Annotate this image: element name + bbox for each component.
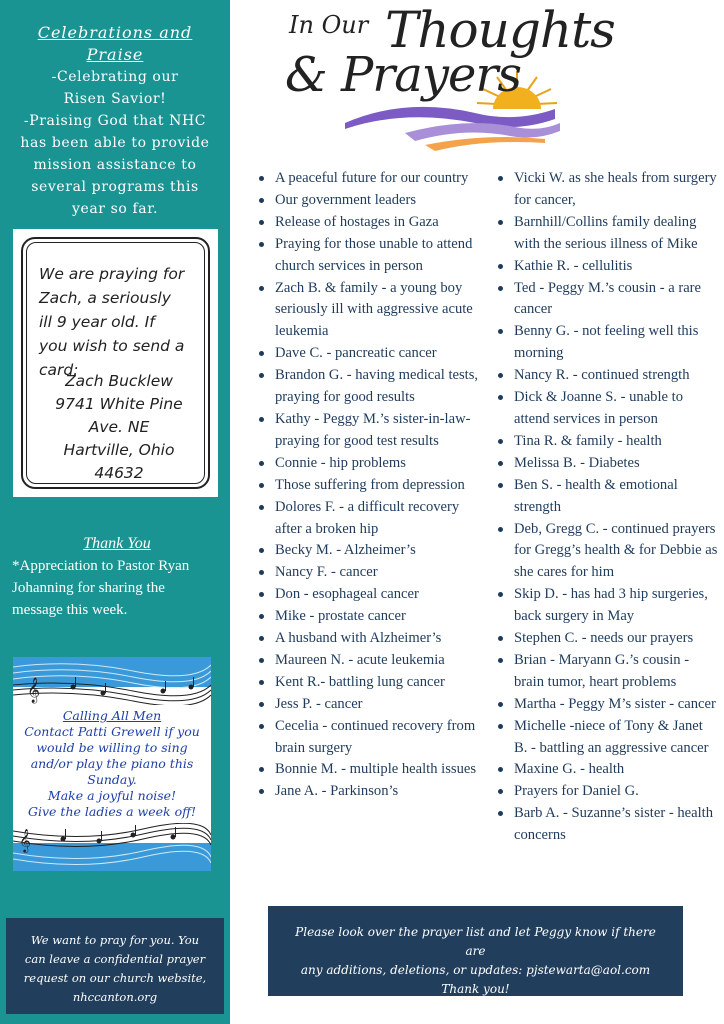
list-item: A husband with Alzheimer’s: [257, 628, 482, 650]
list-item: Kent R.- battling lung cancer: [257, 672, 482, 694]
list-item: Release of hostages in Gaza: [257, 212, 482, 234]
zach-prayer-line: card:: [39, 361, 79, 379]
list-item: Benny G. - not feeling well this morning: [496, 321, 718, 365]
logo-thoughts: Thoughts: [385, 1, 615, 59]
church-website: nhccanton.org: [72, 990, 158, 1004]
thank-you-line: Johanning for sharing the: [12, 580, 165, 596]
list-item: Mike - prostate cancer: [257, 606, 482, 628]
celebrations-line: -Praising God that NHC: [23, 113, 207, 129]
zach-prayer-line: you wish to send a: [39, 337, 185, 355]
list-item: Kathie R. - cellulitis: [496, 256, 718, 278]
list-item: Prayers for Daniel G.: [496, 781, 718, 803]
list-item: Nancy F. - cancer: [257, 562, 482, 584]
list-item: Brandon G. - having medical tests, praying for good results: [257, 365, 482, 409]
list-item: Those suffering from depression: [257, 475, 482, 497]
calling-all-men-line: and/or play the piano this: [30, 756, 194, 771]
svg-text:𝄞: 𝄞: [19, 828, 31, 852]
music-staff-top-icon: [13, 657, 211, 705]
address-line: 9741 White Pine: [55, 395, 183, 413]
list-item: Dolores F. - a difficult recovery after a broken hip: [257, 497, 482, 541]
zach-mailing-address: [33, 370, 205, 485]
thoughts-and-prayers-logo: [285, 1, 615, 160]
logo-prayers: & Prayers: [285, 47, 521, 103]
celebrations-line: has been able to provide: [20, 135, 210, 151]
list-item: Kathy - Peggy M.’s sister-in-law-praying for good test results: [257, 409, 482, 453]
list-item: Zach B. & family - a young boy seriously ill with aggressive acute leukemia: [257, 278, 482, 344]
list-item: Tina R. & family - health: [496, 431, 718, 453]
list-item: Melissa B. - Diabetes: [496, 453, 718, 475]
calling-all-men-line: Give the ladies a week off!: [28, 804, 196, 819]
footer-line: Please look over the prayer list and let Peggy know if there are: [295, 925, 656, 958]
zach-prayer-line: ill 9 year old. If: [39, 313, 155, 331]
calling-all-men-card: [13, 657, 211, 871]
calling-all-men-line: would be willing to sing: [36, 740, 188, 755]
list-item: Becky M. - Alzheimer’s: [257, 540, 482, 562]
footer-thank-you: Thank you!: [441, 982, 510, 996]
list-item: Bonnie M. - multiple health issues: [257, 759, 482, 781]
prayer-request-line: We want to pray for you. You: [30, 933, 200, 947]
list-item: Maureen N. - acute leukemia: [257, 650, 482, 672]
celebrations-line: mission assistance to: [33, 157, 197, 173]
list-item: Brian - Maryann G.’s cousin - brain tumor, heart problems: [496, 650, 718, 694]
list-item: Maxine G. - health: [496, 759, 718, 781]
list-item: Ben S. - health & emotional strength: [496, 475, 718, 519]
celebrations-line: Risen Savior!: [63, 91, 167, 107]
list-item: Skip D. - has had 3 hip surgeries, back surgery in May: [496, 584, 718, 628]
thank-you-line: *Appreciation to Pastor Ryan: [12, 558, 190, 574]
prayer-list-column-1: [257, 168, 482, 803]
zach-prayer-line: Zach, a seriously: [39, 289, 171, 307]
list-item: Martha - Peggy M’s sister - cancer: [496, 694, 718, 716]
celebrations-line: -Celebrating our: [51, 69, 179, 85]
zach-prayer-line: We are praying for: [39, 265, 185, 283]
update-request-box: [268, 906, 683, 996]
logo-in-our: In Our: [289, 11, 369, 39]
address-line: Ave. NE: [88, 418, 150, 436]
list-item: Connie - hip problems: [257, 453, 482, 475]
list-item: Vicki W. as she heals from surgery for cancer,: [496, 168, 718, 212]
list-item: Deb, Gregg C. - continued prayers for Gregg’s health & for Debbie as she cares for him: [496, 519, 718, 585]
list-item: Don - esophageal cancer: [257, 584, 482, 606]
celebrations-heading: Celebrations and Praise: [37, 23, 193, 64]
list-item: Ted - Peggy M.’s cousin - a rare cancer: [496, 278, 718, 322]
list-item: Our government leaders: [257, 190, 482, 212]
list-item: Jane A. - Parkinson’s: [257, 781, 482, 803]
calling-all-men-line: Make a joyful noise!: [47, 788, 177, 803]
list-item: Cecelia - continued recovery from brain surgery: [257, 716, 482, 760]
list-item: Jess P. - cancer: [257, 694, 482, 716]
address-line: 44632: [94, 464, 144, 482]
celebrations-section: [8, 22, 222, 220]
list-item: Michelle -niece of Tony & Janet B. - battling an aggressive cancer: [496, 716, 718, 760]
address-line: Hartville, Ohio: [63, 441, 175, 459]
list-item: Barnhill/Collins family dealing with the serious illness of Mike: [496, 212, 718, 256]
calling-all-men-text: [17, 708, 207, 820]
list-item: Nancy R. - continued strength: [496, 365, 718, 387]
sidebar: [0, 0, 230, 1024]
zach-prayer-card: [13, 229, 218, 497]
zach-prayer-text: [39, 262, 207, 382]
music-staff-bottom-icon: [13, 823, 211, 871]
prayer-request-box: [6, 918, 224, 1014]
address-line: Zach Bucklew: [65, 372, 173, 390]
thank-you-section: [12, 533, 222, 621]
prayer-list-column-2: [496, 168, 718, 847]
thank-you-line: message this week.: [12, 602, 128, 618]
prayer-request-line: request on our church website,: [23, 971, 207, 985]
list-item: Dick & Joanne S. - unable to attend services in person: [496, 387, 718, 431]
thank-you-heading: Thank You: [83, 535, 151, 552]
celebrations-line: several programs this: [31, 179, 199, 195]
calling-all-men-line: Sunday.: [87, 772, 137, 787]
list-item: Praying for those unable to attend church services in person: [257, 234, 482, 278]
list-item: A peaceful future for our country: [257, 168, 482, 190]
list-item: Dave C. - pancreatic cancer: [257, 343, 482, 365]
celebrations-line: year so far.: [71, 201, 159, 217]
calling-all-men-title: Calling All Men: [62, 708, 162, 723]
svg-text:𝄞: 𝄞: [27, 678, 41, 703]
list-item: Barb A. - Suzanne’s sister - health concerns: [496, 803, 718, 847]
list-item: Stephen C. - needs our prayers: [496, 628, 718, 650]
calling-all-men-line: Contact Patti Grewell if you: [24, 724, 200, 739]
prayer-request-line: can leave a confidential prayer: [24, 952, 206, 966]
footer-line: any additions, deletions, or updates: pjstewarta@aol.com: [300, 963, 651, 977]
